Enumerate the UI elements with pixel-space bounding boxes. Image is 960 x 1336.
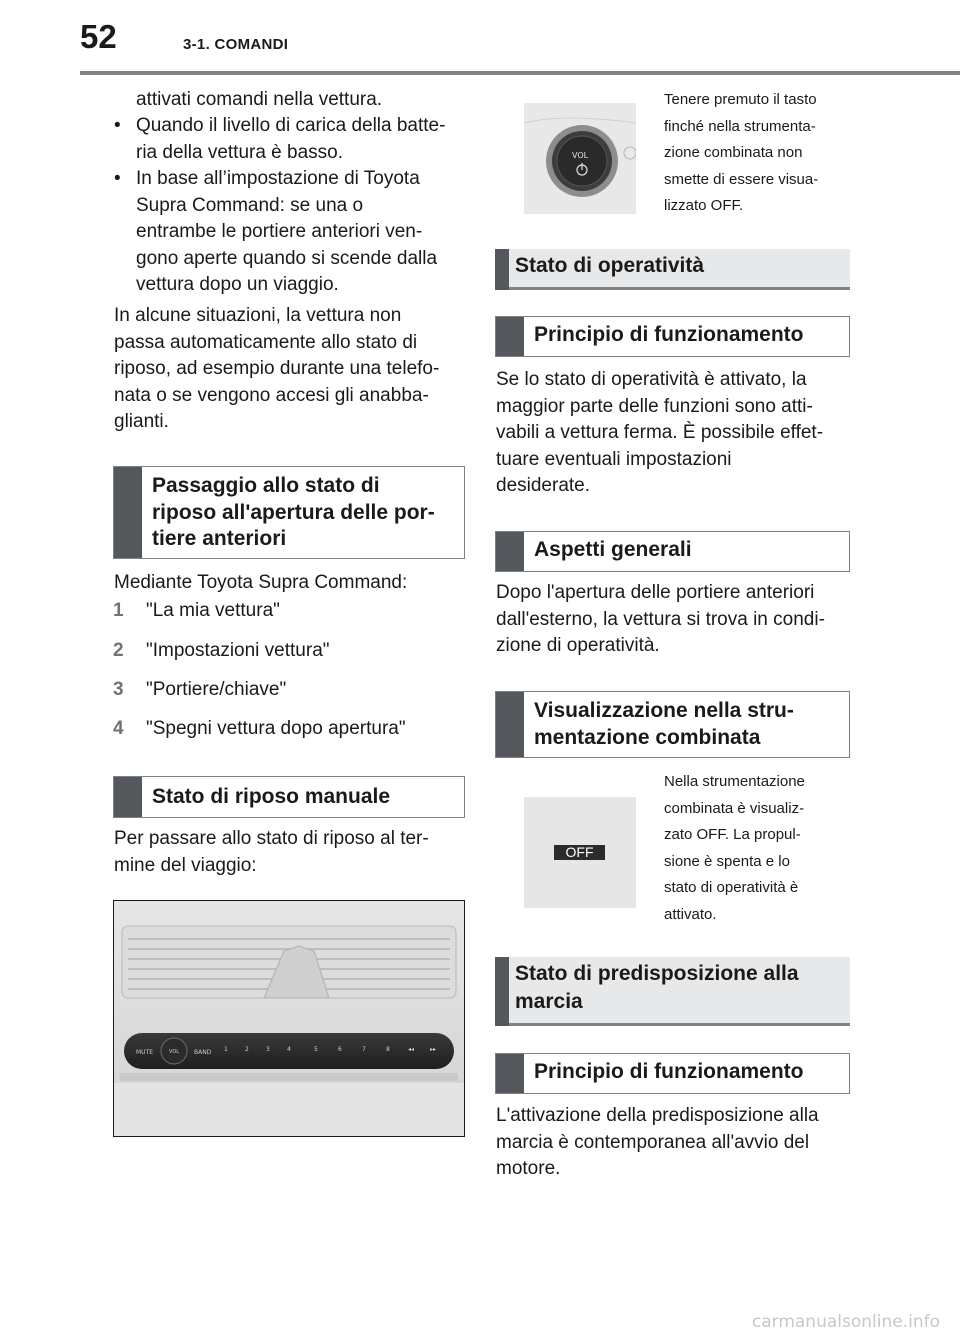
heading-line: Passaggio allo stato di (152, 474, 380, 497)
heading-text: Principio di funzionamento (534, 1060, 804, 1083)
para-line: zione di operatività. (496, 635, 660, 656)
heading-passaggio-riposo (113, 466, 465, 559)
heading-bar (496, 692, 524, 757)
vol-knob-illustration (524, 103, 636, 214)
caption-line: Nella strumentazione (664, 773, 805, 790)
heading-text: Principio di funzionamento (534, 323, 804, 346)
preset-key-7: 7 (362, 1046, 366, 1053)
para-line: mine del viaggio: (114, 854, 257, 876)
para-line: marcia è contemporanea all'avvio del (496, 1131, 810, 1153)
preset-key-1: 1 (224, 1046, 228, 1053)
caption-line: zione combinata non (664, 144, 803, 161)
panel-label-mute: MUTE (136, 1049, 154, 1056)
seek-forward-key: ▸▸ (430, 1046, 437, 1053)
heading-bar (495, 957, 509, 1026)
para-line: passa automaticamente allo stato di (114, 331, 418, 353)
heading-line: marcia (515, 990, 583, 1013)
footer-watermark[interactable]: carmanualsonline.info (751, 1312, 940, 1332)
dashboard-illustration (114, 901, 464, 1136)
preset-key-8: 8 (386, 1046, 390, 1053)
para-line: In alcune situazioni, la vettura non (114, 305, 402, 326)
caption-line: lizzato OFF. (664, 197, 744, 214)
step-number: 2 (113, 640, 124, 661)
caption-line: zato OFF. La propul- (664, 826, 801, 843)
para-line: Se lo stato di operatività è attivato, la (496, 369, 807, 390)
para-line: L'attivazione della predisposizione alla (496, 1105, 819, 1126)
vol-knob-image (524, 103, 636, 214)
caption-line: attivato. (664, 905, 717, 923)
off-display-image (524, 797, 636, 908)
preset-key-4: 4 (287, 1046, 291, 1053)
section-title: 3-1. COMANDI (183, 36, 289, 53)
heading-line: Visualizzazione nella stru- (534, 699, 794, 722)
off-indicator: OFF (554, 845, 605, 860)
para-line: maggior parte delle funzioni sono atti- (496, 395, 813, 417)
heading-bar (114, 777, 142, 817)
heading-riposo-manuale (113, 776, 465, 818)
para-line: nata o se vengono accesi gli anabba- (114, 384, 429, 406)
caption-line: combinata è visualiz- (664, 799, 805, 817)
bullet-1-line-1: Quando il livello di carica della batte- (136, 115, 446, 136)
aspetti-paragraph (496, 580, 825, 660)
bullet-2-line-1: In base all’impostazione di Toyota (136, 168, 420, 189)
heading-bar (114, 467, 142, 558)
heading-line: tiere anteriori (152, 527, 287, 550)
heading-text: Stato di riposo manuale (152, 785, 391, 808)
command-intro: Mediante Toyota Supra Command: (114, 572, 408, 593)
caption-line: stato di operatività è (664, 879, 799, 896)
step-number: 4 (113, 718, 124, 739)
caption-off-display (664, 769, 854, 928)
caption-line: finché nella strumenta- (664, 117, 816, 135)
heading-bar (496, 317, 524, 356)
heading-bar (495, 249, 509, 290)
manual-rest-paragraph (114, 826, 429, 879)
para-line: desiderate. (496, 475, 591, 496)
para-line: Per passare allo stato di riposo al ter- (114, 828, 429, 849)
panel-label-band: BAND (194, 1049, 212, 1056)
step-text: "Impostazioni vettura" (146, 640, 330, 661)
caption-line: smette di essere visua- (664, 170, 819, 188)
para-line: tuare eventuali impostazioni (496, 448, 732, 470)
header-rule (80, 71, 960, 75)
para-line: Dopo l'apertura delle portiere anteriori (496, 582, 815, 603)
heading-text: Aspetti generali (534, 538, 692, 561)
operativita-paragraph (496, 367, 823, 500)
heading-stato-operativita (495, 249, 850, 290)
predisposizione-paragraph (496, 1103, 819, 1183)
heading-line: mentazione combinata (534, 725, 761, 749)
heading-principio-1 (495, 316, 850, 357)
heading-text (515, 960, 842, 1016)
step-number: 1 (113, 600, 124, 621)
heading-visualizzazione (495, 691, 850, 758)
para-line: riposo, ad esempio durante una telefo- (114, 358, 440, 379)
heading-text (152, 473, 456, 553)
bullet-2-line-3: entrambe le portiere anteriori ven- (136, 221, 423, 242)
bullet-dot: • (114, 168, 121, 189)
para-line: dall'esterno, la vettura si trova in condi- (496, 608, 825, 630)
dashboard-panel-image (113, 900, 465, 1137)
caption-vol-knob (664, 87, 854, 220)
bullet-dot: • (114, 115, 121, 136)
page-number: 52 (80, 18, 117, 55)
bullet-2-line-4: gono aperte quando si scende dalla (136, 248, 438, 269)
preset-key-2: 2 (245, 1046, 249, 1053)
preset-key-3: 3 (266, 1046, 270, 1053)
heading-line: Stato di predisposizione alla (515, 962, 799, 985)
heading-bar (496, 532, 524, 571)
heading-text: Stato di operatività (515, 254, 705, 277)
caption-line: sione è spenta e lo (664, 852, 790, 870)
heading-bar (496, 1054, 524, 1093)
bullet-2-line-2: Supra Command: se una o (136, 195, 364, 216)
step-text: "Spegni vettura dopo apertura" (146, 718, 406, 739)
heading-predisposizione (495, 957, 850, 1026)
knob-vol-label: VOL (572, 151, 589, 160)
heading-text (534, 698, 841, 751)
step-number: 3 (113, 679, 124, 700)
heading-line: riposo all'apertura delle por- (152, 500, 435, 524)
bullet-2-line-5: vettura dopo un viaggio. (136, 274, 339, 295)
para-line: glianti. (114, 411, 169, 432)
para-line: motore. (496, 1158, 561, 1179)
panel-label-vol: VOL (169, 1049, 180, 1055)
step-text: "Portiere/chiave" (146, 679, 287, 700)
preset-key-5: 5 (314, 1046, 318, 1053)
para-line: vabili a vettura ferma. È possibile effet- (496, 422, 824, 443)
heading-principio-2 (495, 1053, 850, 1094)
bullet-1-line-2: ria della vettura è basso. (136, 142, 344, 163)
heading-aspetti-generali (495, 531, 850, 572)
preset-key-6: 6 (338, 1046, 342, 1053)
intro-line: attivati comandi nella vettura. (136, 89, 383, 110)
caption-line: Tenere premuto il tasto (664, 91, 817, 108)
situations-paragraph (114, 303, 439, 436)
seek-back-key: ◂◂ (408, 1046, 415, 1053)
step-text: "La mia vettura" (146, 600, 280, 621)
